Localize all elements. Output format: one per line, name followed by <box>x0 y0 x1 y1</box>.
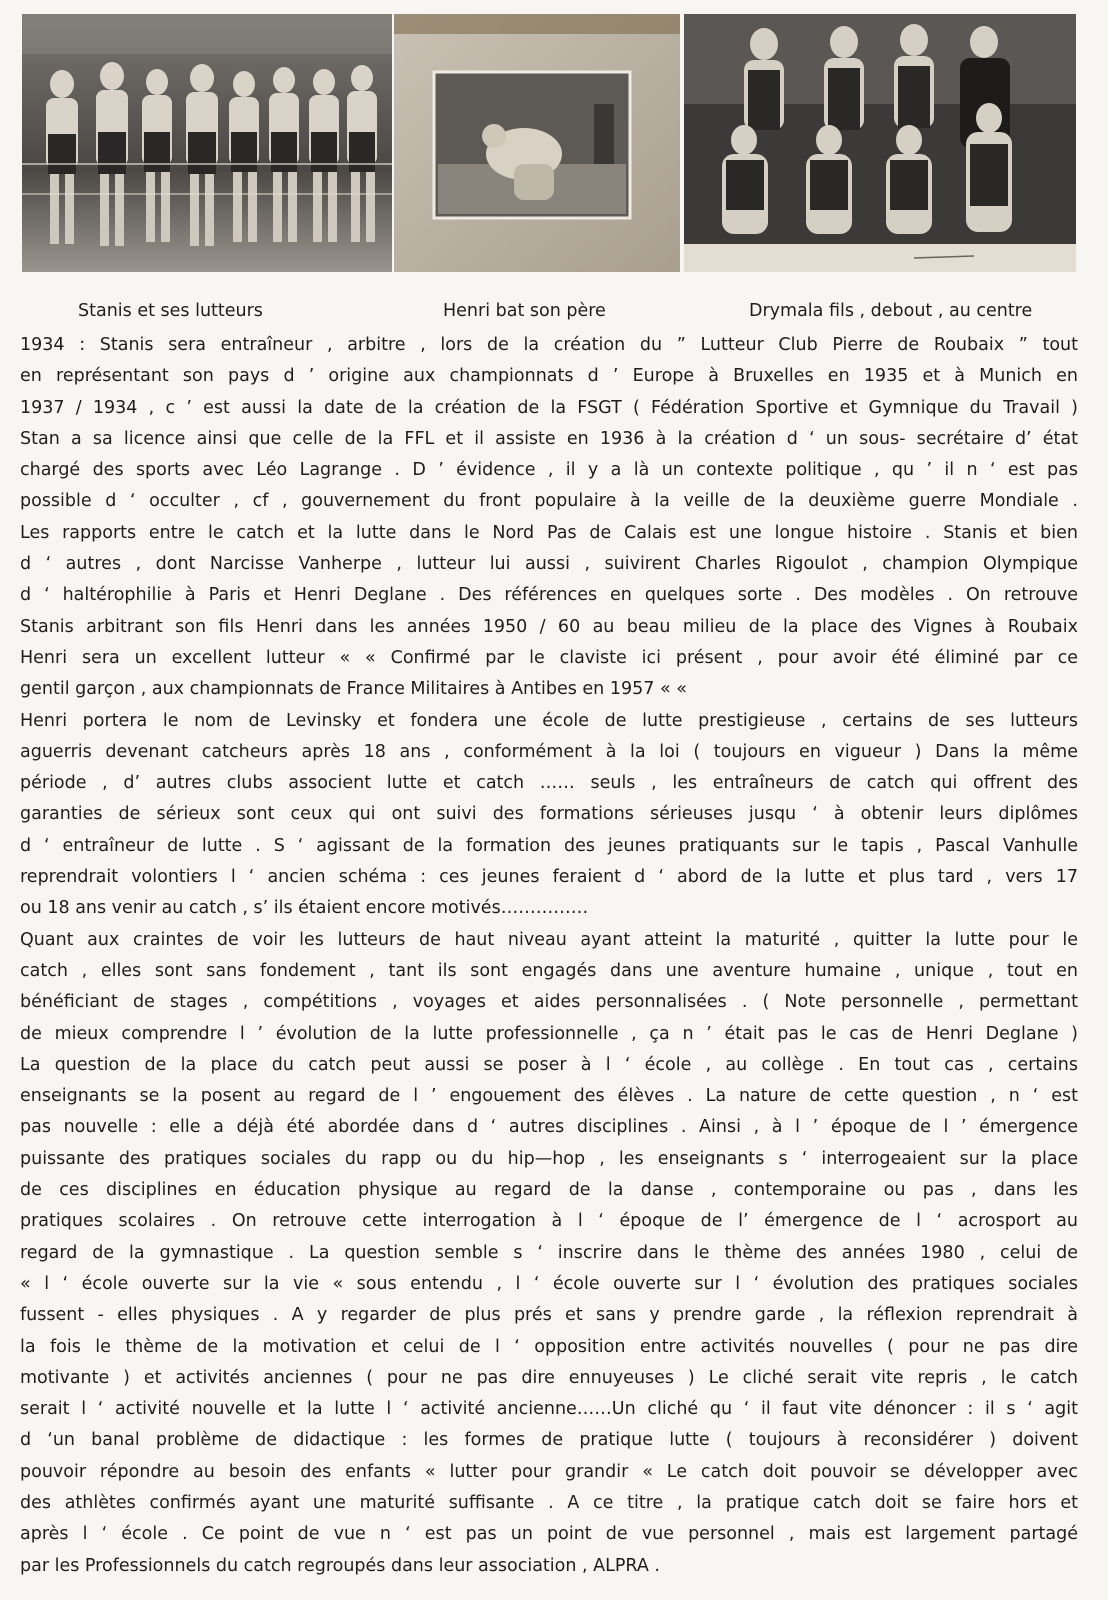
text-line: gentil garçon , aux championnats de France Militaires à Antibes en 1957 « « <box>20 679 687 700</box>
text-line: puissante des pratiques sociales du rapp ou du hip—hop , les enseignants s ‘ interrogeaient sur la place <box>20 1148 1078 1169</box>
text-line: pouvoir répondre au besoin des enfants « lutter pour grandir « Le catch doit pouvoir se développer avec <box>20 1461 1078 1482</box>
caption-photo-2: Henri bat son père <box>443 301 606 321</box>
text-line: Henri portera le nom de Levinsky et fondera une école de lutte prestigieuse , certains de ses lutteurs <box>20 710 1078 731</box>
text-line: en représentant son pays d ’ origine aux championnats d ’ Europe à Bruxelles en 1935 et à Munich en <box>20 366 1078 387</box>
text-line: pratiques scolaires . On retrouve cette interrogation à l ‘ époque de l’ émergence de l ‘ acrosport au <box>20 1211 1078 1232</box>
text-line: chargé des sports avec Léo Lagrange . D ’ évidence , il y a là un contexte politique , qu ’ il n ‘ est pas <box>20 460 1078 481</box>
text-line: catch , elles sont sans fondement , tant ils sont engagés dans une aventure humaine , unique , tout en <box>20 960 1078 981</box>
text-line: enseignants se la posent au regard de l ’ engouement des élèves . La nature de cette question , n ‘ est <box>20 1086 1078 1107</box>
text-line: Stanis arbitrant son fils Henri dans les années 1950 / 60 au beau milieu de la place des Vignes à Roubaix <box>20 616 1078 637</box>
photo-strip <box>0 0 1108 290</box>
text-line: par les Professionnels du catch regroupés dans leur association , ALPRA . <box>20 1555 660 1576</box>
text-line: 1934 : Stanis sera entraîneur , arbitre , lors de la création du ” Lutteur Club Pierre de Roubaix ” tout <box>20 335 1078 355</box>
text-line: d ‘ haltérophilie à Paris et Henri Deglane . Des références en quelques sorte . Des modèles . On retrouve <box>20 585 1078 606</box>
text-line: serait l ‘ activité nouvelle et la lutte l ‘ activité ancienne……Un cliché qu ‘ il faut vite dénoncer : il s ‘ agit <box>20 1399 1078 1420</box>
caption-photo-1: Stanis et ses lutteurs <box>78 301 263 321</box>
text-line: de mieux comprendre l ’ évolution de la lutte professionnelle , ça n ’ était pas le cas de Henri Deglane ) <box>20 1023 1078 1044</box>
text-line: possible d ‘ occulter , cf , gouvernement du front populaire à la veille de la deuxième guerre Mondiale . <box>20 491 1078 512</box>
text-line: d ‘un banal problème de didactique : les formes de pratique lutte ( toujours à reconsidérer ) doivent <box>20 1430 1078 1451</box>
text-line: Henri sera un excellent lutteur « « Confirmé par le claviste ici présent , pour avoir été éliminé par ce <box>20 647 1078 668</box>
text-line: Stan a sa licence ainsi que celle de la FFL et il assiste en 1936 à la création d ‘ un sous- secrétaire d’ état <box>20 428 1078 449</box>
text-line: pas nouvelle : elle a déjà été abordée dans d ‘ autres disciplines . Ainsi , à l ’ époque de l ’ émergence <box>20 1117 1078 1138</box>
text-line: « l ‘ école ouverte sur la vie « sous entendu , l ‘ école ouverte sur l ‘ évolution des pratiques sociales <box>20 1273 1078 1294</box>
text-line: Quant aux craintes de voir les lutteurs de haut niveau ayant atteint la maturité , quitter la lutte pour le <box>20 929 1078 950</box>
text-line: d ‘ entraîneur de lutte . S ‘ agissant de la formation des jeunes pratiquants sur le tapis , Pascal Vanhulle <box>20 835 1078 856</box>
photo-captions <box>0 301 1108 325</box>
text-line: Les rapports entre le catch et la lutte dans le Nord Pas de Calais est une longue histoire . Stanis et bien <box>20 522 1078 543</box>
text-line: période , d’ autres clubs associent lutte et catch …… seuls , les entraîneurs de catch qui offrent des <box>20 773 1078 794</box>
text-line: de ces disciplines en éducation physique au regard de la danse , contemporaine ou pas , dans les <box>20 1180 1078 1201</box>
photo-henri-beats-father <box>394 14 680 272</box>
text-line: la fois le thème de la motivation et celui de l ‘ opposition entre activités nouvelles ( pour ne pas dire <box>20 1336 1078 1357</box>
text-line: La question de la place du catch peut aussi se poser à l ‘ école , au collège . En tout cas , certains <box>20 1054 1078 1075</box>
text-line: ou 18 ans venir au catch , s’ ils étaient encore motivés…………… <box>20 898 589 919</box>
photo-drymala-son-team <box>684 14 1076 272</box>
photo-drymala-son-team-image <box>684 14 1076 272</box>
text-line: bénéficiant de stages , compétitions , voyages et aides personnalisées . ( Note personnelle , permettant <box>20 992 1078 1013</box>
text-line: après l ‘ école . Ce point de vue n ‘ est pas un point de vue personnel , mais est largement partagé <box>20 1524 1078 1545</box>
text-line: fussent - elles physiques . A y regarder de plus prés et sans y prendre garde , la réflexion reprendrait à <box>20 1305 1078 1326</box>
text-line: motivante ) et activités anciennes ( pour ne pas dire ennuyeuses ) Le cliché serait vite repris , le catch <box>20 1367 1078 1388</box>
text-line: garanties de sérieux sont ceux qui ont suivi des formations sérieuses jusqu ‘ à obtenir leurs diplômes <box>20 804 1078 825</box>
text-line: reprendrait volontiers l ‘ ancien schéma : ces jeunes feraient d ‘ abord de la lutte et plus tard , vers 17 <box>20 867 1078 888</box>
text-line: d ‘ autres , dont Narcisse Vanherpe , lutteur lui aussi , suivirent Charles Rigoulot , champion Olympique <box>20 554 1078 575</box>
photo-henri-beats-father-image <box>394 14 680 272</box>
text-line: aguerris devenant catcheurs après 18 ans , conformément à la loi ( toujours en vigueur ) Dans la même <box>20 741 1078 762</box>
photo-stanis-wrestlers <box>22 14 392 272</box>
text-line: des athlètes confirmés ayant une maturité suffisante . A ce titre , la pratique catch doit se faire hors et <box>20 1492 1078 1513</box>
text-line: regard de la gymnastique . La question semble s ‘ inscrire dans le thème des années 1980 , celui de <box>20 1242 1078 1263</box>
photo-stanis-wrestlers-image <box>22 14 392 272</box>
article-body <box>20 330 1078 1582</box>
text-line: 1937 / 1934 , c ’ est aussi la date de la création de la FSGT ( Fédération Sportive et Gymnique du Travail ) <box>20 397 1078 418</box>
caption-photo-3: Drymala fils , debout , au centre <box>749 301 1033 321</box>
